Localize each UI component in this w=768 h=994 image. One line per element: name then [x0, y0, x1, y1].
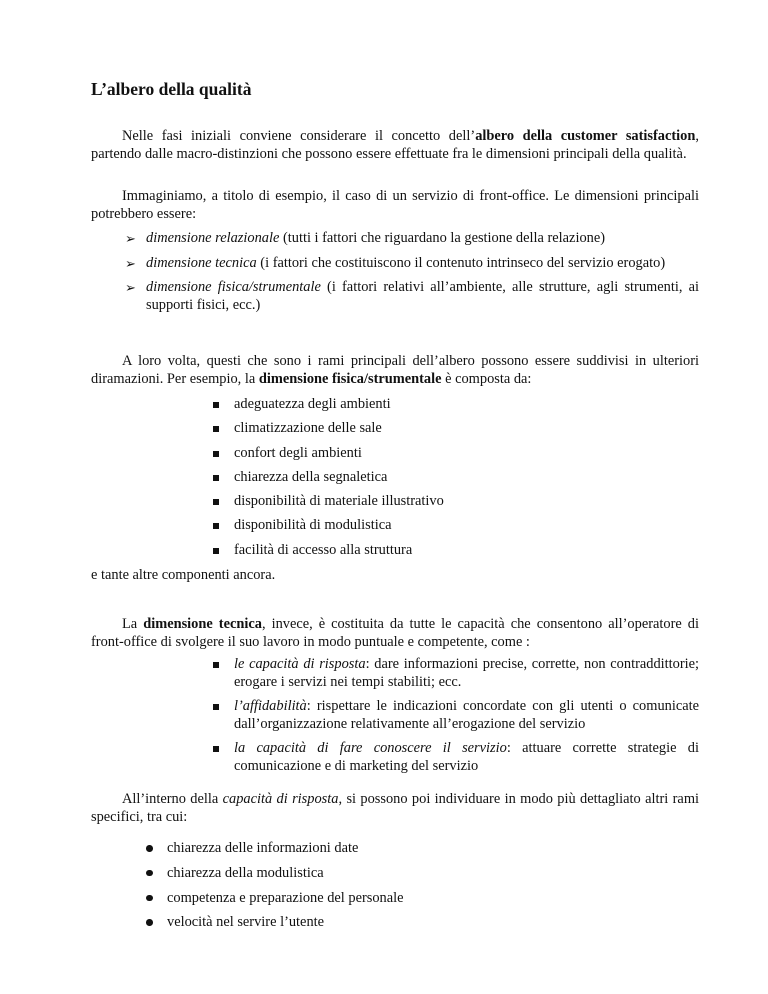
round-bullet-icon [146, 895, 153, 902]
square-bullet-icon [213, 402, 219, 408]
technical-desc: : rispettare le indicazioni concordate con gli utenti o comunicate dall’organizzazione relativamente all’erogazione del servizio [234, 698, 699, 732]
technical-paragraph [91, 616, 699, 651]
dimension-desc: (i fattori relativi all’ambiente, alle strutture, agli strumenti, ai supporti fisici, ecc.) [146, 279, 699, 313]
list-item [125, 279, 699, 314]
response-text-end: , si possono poi individuare in modo più dettagliato altri rami specifici, tra cui: [91, 791, 700, 825]
list-item [213, 542, 699, 566]
list-item [146, 840, 699, 865]
arrow-bullet-icon: ➢ [125, 255, 136, 271]
list-item [213, 469, 699, 493]
square-bullet-icon [213, 704, 219, 710]
list-item-text: velocità nel servire l’utente [167, 914, 325, 931]
list-item [213, 740, 699, 775]
list-item [213, 445, 699, 469]
intro-bold-term: albero della customer satisfaction [475, 128, 696, 144]
square-bullet-icon [213, 662, 219, 668]
list-item-text: chiarezza delle informazioni date [167, 840, 359, 856]
response-text: All’interno della [122, 791, 223, 807]
technical-term: le capacità di risposta [234, 656, 366, 672]
response-paragraph [91, 791, 699, 826]
list-item-text: competenza e preparazione del personale [167, 889, 404, 906]
physical-items-list [213, 396, 699, 566]
round-bullet-icon [146, 870, 153, 877]
square-bullet-icon [213, 451, 219, 457]
technical-text-end: , invece, è costituita da tutte le capacità che consentono all’operatore di front-office di svolgere il suo lavoro in modo puntuale e competente, come : [91, 616, 699, 650]
technical-items-list [213, 656, 699, 782]
dimension-term: dimensione tecnica [146, 254, 257, 271]
list-item [125, 230, 699, 248]
list-item [146, 865, 699, 890]
list-item-text: confort degli ambienti [234, 444, 362, 461]
list-item-text: climatizzazione delle sale [234, 420, 382, 437]
response-italic-term: capacità di risposta [222, 791, 339, 807]
technical-term: l’affidabilità [234, 698, 307, 714]
dimensions-list [125, 230, 699, 321]
list-item-text: disponibilità di materiale illustrativo [234, 493, 444, 510]
square-bullet-icon [213, 499, 219, 505]
round-bullet-icon [146, 845, 153, 852]
list-item-text: facilità di accesso alla struttura [234, 541, 413, 558]
example-paragraph: Immaginiamo, a titolo di esempio, il caso di un servizio di front-office. Le dimensioni principali potrebbero essere: [91, 188, 699, 222]
square-bullet-icon [213, 548, 219, 554]
arrow-bullet-icon: ➢ [125, 280, 136, 295]
branches-paragraph [91, 353, 699, 388]
technical-term: la capacità di fare conoscere il servizio [234, 740, 507, 756]
response-items-list [146, 840, 699, 939]
round-bullet-icon [146, 919, 153, 926]
list-item-text: chiarezza della modulistica [167, 864, 324, 881]
square-bullet-icon [213, 746, 219, 752]
intro-text: Nelle fasi iniziali conviene considerare il concetto dell’ [122, 128, 476, 144]
square-bullet-icon [213, 475, 219, 481]
list-item-text: adeguatezza degli ambienti [234, 396, 391, 412]
technical-text: La [122, 616, 144, 632]
branches-text-end: è composta da: [441, 370, 532, 387]
intro-text-end: , partendo dalle macro-distinzioni che possono essere effettuate fra le dimensioni principali della qualità. [91, 128, 699, 162]
list-item-text: disponibilità di modulistica [234, 517, 392, 534]
list-item [213, 656, 699, 691]
list-item [146, 914, 699, 939]
dimension-desc: (tutti i fattori che riguardano la gestione della relazione) [279, 230, 606, 246]
list-item [213, 493, 699, 517]
branches-text: A loro volta, questi che sono i rami principali dell’albero possono essere suddivisi in ulteriori diramazioni. Per esempio, la [91, 353, 699, 387]
list-item [213, 517, 699, 541]
arrow-bullet-icon: ➢ [125, 231, 136, 246]
list-item [213, 396, 699, 420]
square-bullet-icon [213, 426, 219, 432]
continuation-text: e tante altre componenti ancora. [91, 567, 276, 583]
intro-paragraph [91, 128, 699, 163]
list-item [146, 890, 699, 915]
list-item [125, 255, 699, 273]
list-item [213, 420, 699, 444]
dimension-desc: (i fattori che costituiscono il contenuto intrinseco del servizio erogato) [256, 254, 666, 271]
dimension-term: dimensione relazionale [146, 230, 280, 246]
page-title: L’albero della qualità [91, 79, 252, 99]
technical-bold-term: dimensione tecnica [143, 616, 262, 632]
branches-bold-term: dimensione fisica/strumentale [258, 370, 442, 387]
dimension-term: dimensione fisica/strumentale [146, 279, 321, 295]
technical-desc: : dare informazioni precise, corrette, non contraddittorie; erogare i servizi nei tempi stabiliti; ecc. [234, 656, 699, 690]
square-bullet-icon [213, 523, 219, 529]
technical-desc: : attuare corrette strategie di comunicazione e di marketing del servizio [234, 740, 699, 774]
list-item-text: chiarezza della segnaletica [234, 468, 388, 485]
list-item [213, 698, 699, 733]
